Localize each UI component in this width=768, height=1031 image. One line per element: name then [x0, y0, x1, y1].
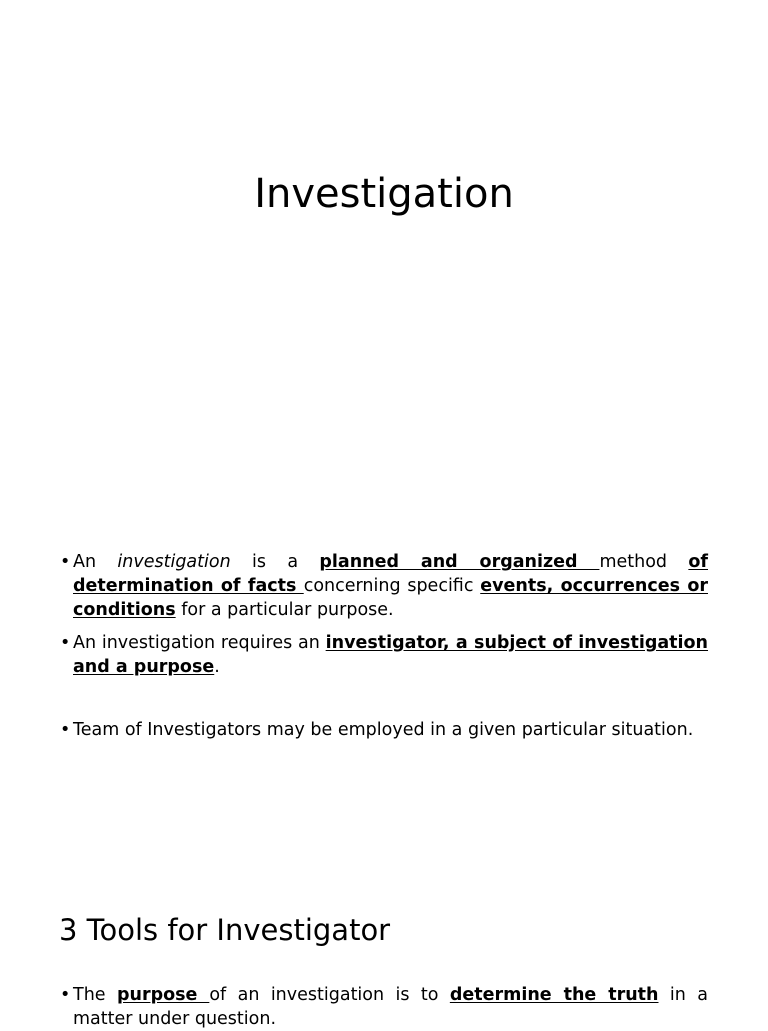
text-segment: concerning specific: [303, 576, 481, 596]
text-segment: is a: [230, 552, 320, 572]
page-title: Investigation: [254, 171, 514, 217]
bullet-icon: •: [60, 720, 71, 740]
text-segment: of an investigation is to: [209, 985, 450, 1005]
text-segment-emphasis: investigator, a subject of investigation and a purpose: [73, 633, 709, 677]
text-segment-emphasis: purpose: [116, 985, 210, 1005]
text-segment-emphasis: planned and organized: [319, 552, 600, 572]
text-segment-italic: investigation: [117, 552, 231, 572]
bullet-item-team: [60, 718, 708, 742]
text-segment-emphasis: determine the truth: [449, 985, 659, 1005]
text-segment-emphasis: events, occurrences or conditions: [73, 576, 708, 620]
text-segment: for a particular purpose.: [175, 600, 394, 620]
section-title: 3 Tools for Investigator: [59, 913, 391, 947]
text-segment: Team of Investigators may be employed in a given particular situation.: [73, 720, 694, 740]
text-segment: An: [73, 552, 118, 572]
bullet-icon: •: [60, 552, 71, 572]
text-segment: method: [599, 552, 689, 572]
bullet-list: [60, 550, 708, 742]
text-segment: .: [214, 657, 220, 677]
text-segment: An investigation requires an: [73, 633, 326, 653]
text-segment: The: [73, 985, 117, 1005]
bullet-item-requirements: [60, 631, 708, 679]
bullet-icon: •: [60, 633, 71, 653]
text-segment: in a matter under question.: [73, 985, 708, 1029]
text-segment-emphasis: of determination of facts: [73, 552, 708, 596]
bullet-item-definition: [60, 550, 708, 622]
bullet-icon: •: [60, 985, 71, 1005]
